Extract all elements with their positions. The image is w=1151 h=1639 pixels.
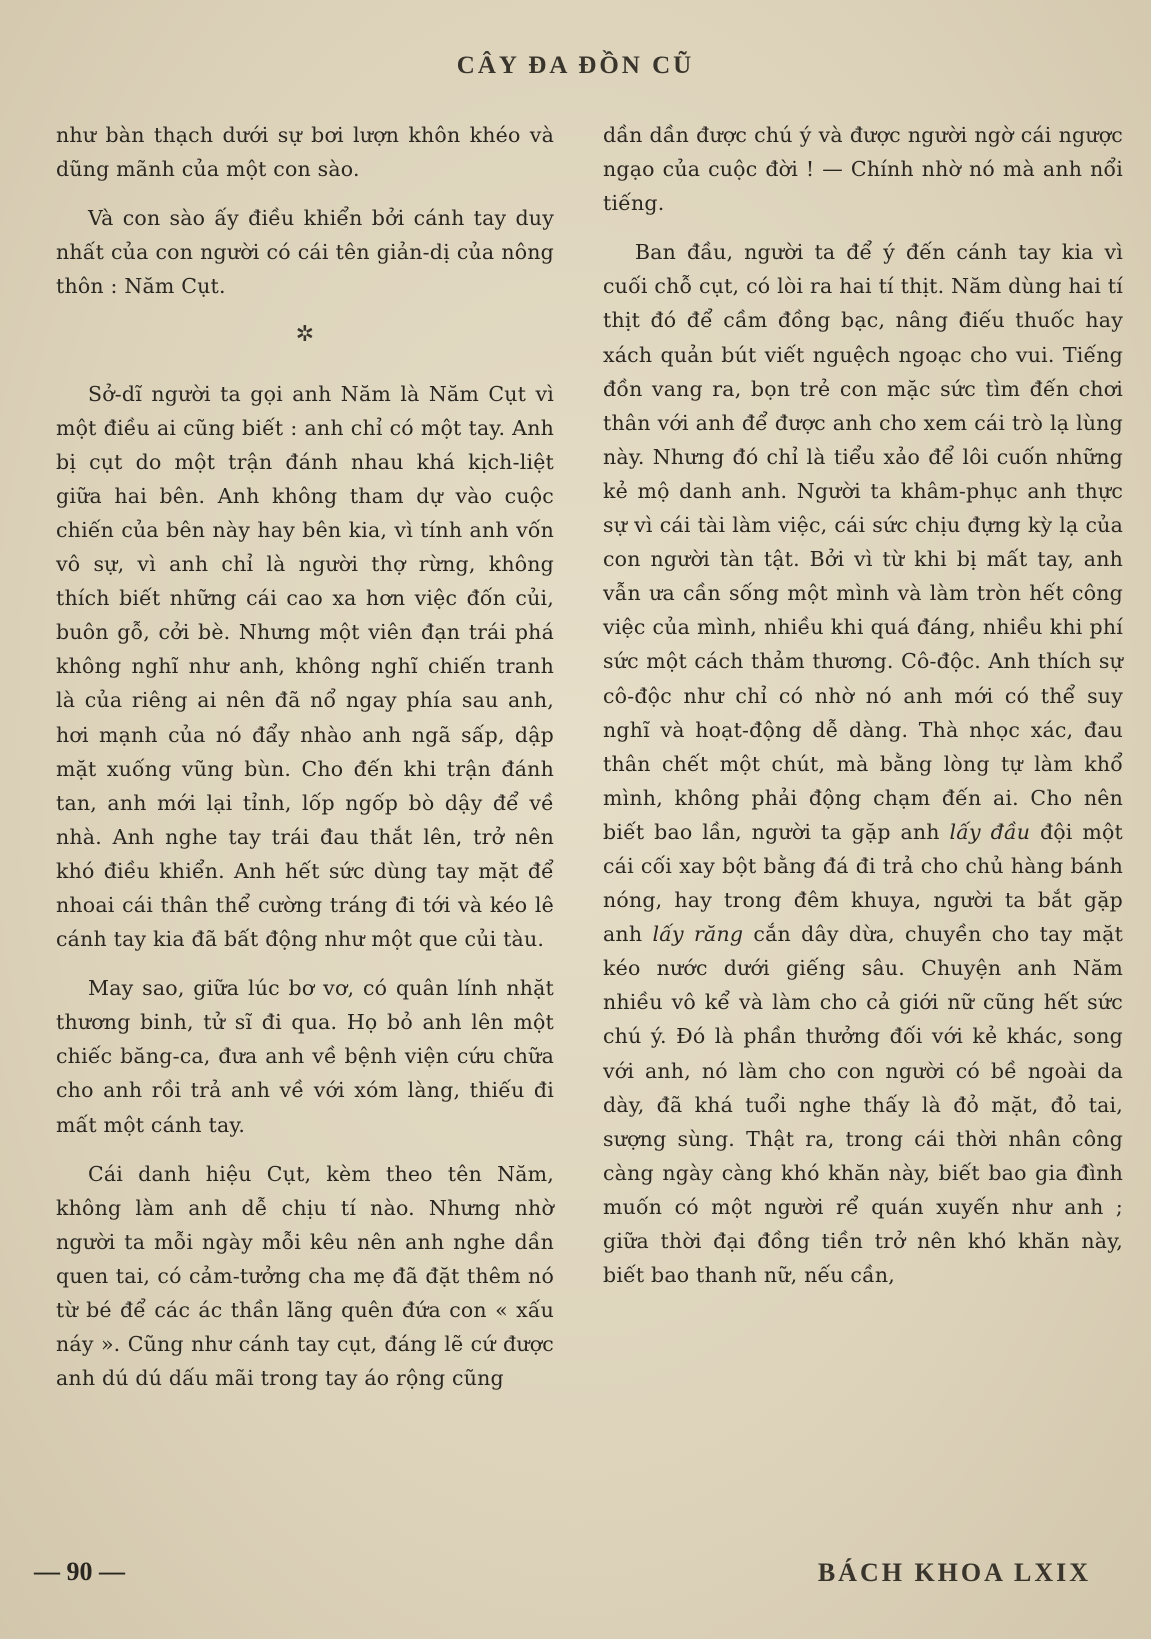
- paragraph-text: cắn dây dừa, chuyền cho tay mặt kéo nước dưới giếng sâu. Chuyện anh Năm nhiều vô kể và làm cho cả giới nữ cũng hết sức chú ý. Đó là phần thưởng đối với kẻ khác, song với anh, nó làm cho con người có bề ngoài da dày, đã khá tuổi nghe thấy là đỏ mặt, đỏ tai, sượng sùng. Thật ra, trong cái thời nhân công càng ngày càng khó khăn này, biết bao gia đình muốn có một người rể quán xuyến như anh ; giữa thời đại đồng tiền trở nên khó khăn này, biết bao thanh nữ, nếu cần,: [603, 922, 1124, 1288]
- paragraph-text: đội một cái cối xay bột bằng đá đi trả cho chủ hàng bánh nóng, hay trong đêm khuya, người ta bắt gặp anh: [603, 819, 1123, 947]
- italic-phrase: lấy răng: [652, 922, 744, 947]
- paragraph: Cái danh hiệu Cụt, kèm theo tên Năm, không làm anh dễ chịu tí nào. Nhưng nhờ người ta mỗi ngày mỗi kêu nên anh nghe dần quen tai, có cảm-tưởng cha mẹ đã đặt thêm nó từ bé để các ác thần lãng quên đứa con « xấu náy ». Cũng như cánh tay cụt, đáng lẽ cứ được anh dú dú dấu mãi trong tay áo rộng cũng: [56, 1161, 554, 1391]
- paragraph: như bàn thạch dưới sự bơi lượn khôn khéo và dũng mãnh của một con sào.: [56, 123, 554, 182]
- paragraph: dần dần được chú ý và được người ngờ cái ngược ngạo của cuộc đời ! — Chính nhờ nó mà anh nổi tiếng.: [603, 123, 1123, 216]
- italic-phrase: lấy đầu: [949, 819, 1031, 844]
- paragraph: May sao, giữa lúc bơ vơ, có quân lính nhặt thương binh, tử sĩ đi qua. Họ bỏ anh lên một chiếc băng-ca, đưa anh về bệnh viện cứu chữa cho anh rồi trả anh về với xóm làng, thiếu đi mất một cánh tay.: [56, 976, 554, 1137]
- running-head-title: CÂY ĐA ĐỒN CŨ: [456, 52, 695, 79]
- right-column: [603, 118, 1123, 1307]
- section-separator: ✲: [295, 322, 315, 348]
- page-number: — 90 —: [34, 1557, 125, 1586]
- paragraph-text: Ban đầu, người ta để ý đến cánh tay kia vì cuối chỗ cụt, có lòi ra hai tí thịt. Năm dùng hai tí thịt đó để cầm đồng bạc, nâng điếu thuốc hay xách quản bút viết nguệch ngoạc cho vui. Tiếng đồn vang ra, bọn trẻ con mặc sức tìm đến chơi thân với anh để được anh cho xem cái trò lạ lùng này. Nhưng đó chỉ là tiểu xảo để lôi cuốn những kẻ mộ danh anh. Người ta khâm-phục anh thực sự vì cái tài làm việc, cái sức chịu đựng kỳ lạ của con người tàn tật. Bởi vì từ khi bị mất tay, anh vẫn ưa cần sống một mình và làm tròn hết công việc của mình, nhiều khi quá đáng, nhiều khi phí sức một cách thảm thương. Cô-độc. Anh thích sự cô-độc như chỉ có nhờ nó anh mới có thể suy nghĩ và hoạt-động dễ dàng. Thà nhọc xác, đau thân chết một chút, mà bằng lòng tự làm khổ mình, không phải động chạm đến ai. Cho nên biết bao lần, người ta gặp anh: [603, 240, 1123, 844]
- paragraph: Sở-dĩ người ta gọi anh Năm là Năm Cụt vì một điều ai cũng biết : anh chỉ có một tay. Anh bị cụt do một trận đánh nhau khá kịch-liệt giữa hai bên. Anh không tham dự vào cuộc chiến của bên này hay bên kia, vì tính anh vốn vô sự, vì anh chỉ là người thợ rừng, không thích biết những cái cao xa hơn việc đốn củi, buôn gỗ, cởi bè. Nhưng một viên đạn trái phá không nghĩ như anh, không nghĩ chiến tranh là của riêng ai nên đã nổ ngay phía sau anh, hơi mạnh của nó đẩy nhào anh ngã sấp, dập mặt xuống vũng bùn. Cho đến khi trận đánh tan, anh mới lại tỉnh, lốp ngốp bò dậy để về nhà. Anh nghe tay trái đau thắt lên, trở nên khó điều khiển. Anh hết sức dùng tay mặt để nhoai cái thân thể cường tráng đi tới và kéo lê cánh tay kia đã bất động như một que củi tàu.: [56, 381, 554, 952]
- paragraph: [603, 235, 1123, 1292]
- paragraph: Và con sào ấy điều khiển bởi cánh tay duy nhất của con người có cái tên giản-dị của nông thôn : Năm Cụt.: [56, 206, 554, 299]
- left-column: [56, 118, 554, 1410]
- magazine-name: BÁCH KHOA LXIX: [817, 1558, 1091, 1587]
